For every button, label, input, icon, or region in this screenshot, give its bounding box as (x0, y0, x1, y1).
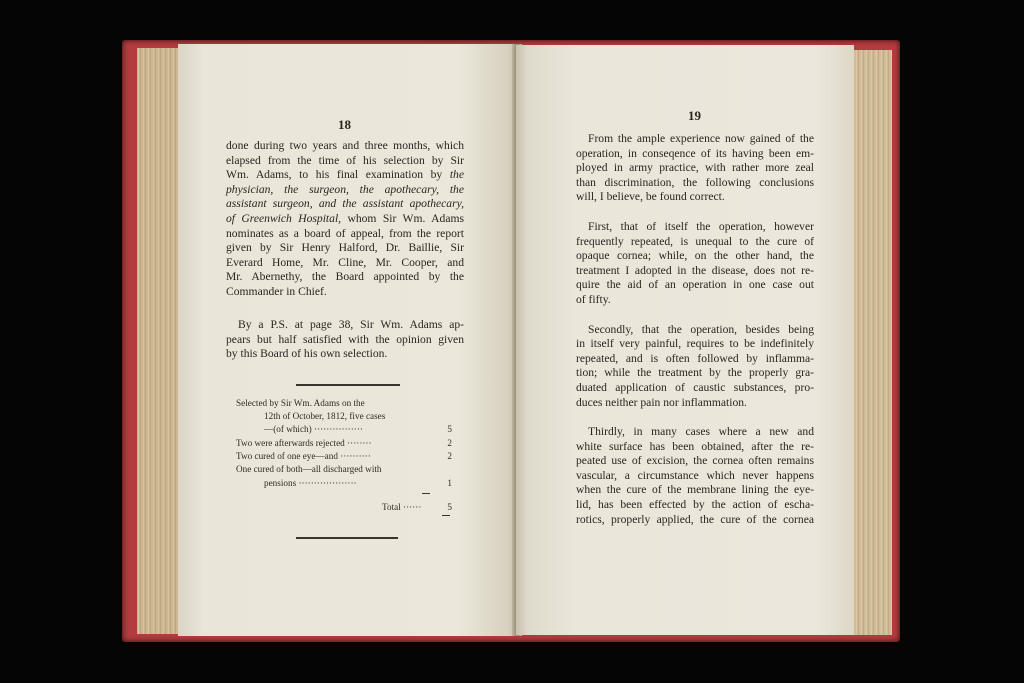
table-value: 2 (447, 451, 452, 461)
paragraph-3 (576, 323, 814, 411)
text-line: when the cure of the membrane lining the eye- (576, 483, 814, 497)
text-line: From the ample experience now gained of the (588, 132, 814, 145)
paragraph-1 (576, 132, 814, 205)
table-row: —(of which) ················ (264, 424, 363, 434)
text-line: peated use of excision, the cornea often remains (576, 454, 814, 468)
roman-run: nominates as a board of appeal, from the report (226, 226, 464, 240)
page-edges-right (850, 50, 892, 635)
text-line: by this Board of his own selection. (226, 347, 388, 361)
sum-line (442, 515, 450, 516)
italic-run: physician, the surgeon, the apothecary, the (226, 182, 464, 196)
roman-run: Everard Home, Mr. Cline, Mr. Cooper, and (226, 255, 464, 269)
text-line: duated application of caustic substances, pro- (576, 380, 814, 394)
text-line: duces neither pain nor inflammation. (576, 395, 747, 409)
table-row: Selected by Sir Wm. Adams on the (236, 398, 365, 408)
text-line: opaque cornea; while, on the other hand, the (576, 249, 814, 263)
text-line: tion; while the treatment by the properly gra- (576, 366, 814, 380)
text-line (226, 285, 464, 300)
text-line: rotics, properly applied, the cure of the cornea (576, 512, 814, 526)
divider-bottom (296, 537, 398, 539)
page-edges-left (137, 48, 181, 634)
italic-run: of Greenwich Hospital, (226, 211, 342, 225)
text-line (226, 154, 464, 169)
text-line: quire the aid of an operation in one case out (576, 278, 814, 292)
right-page (516, 45, 854, 635)
left-paragraph-2 (226, 318, 464, 362)
text-line: Thirdly, in many cases where a new and (588, 425, 814, 439)
roman-run: elapsed from the time of his selection by Sir (226, 153, 464, 167)
italic-run: the (449, 168, 464, 182)
left-page (178, 44, 516, 636)
table-row: Total ······ (382, 502, 422, 512)
text-line: of fifty. (576, 292, 611, 306)
roman-run: given by Sir Henry Halford, Dr. Baillie, Sir (226, 241, 464, 255)
text-line: ployed in army practice, with rather more zeal (576, 161, 814, 175)
table-value: 1 (447, 478, 452, 488)
text-line (226, 197, 464, 212)
text-line: pears but half satisfied with the opinion given (226, 332, 464, 346)
page-number-right: 19 (688, 108, 701, 123)
left-paragraph-1 (226, 139, 464, 300)
text-line (226, 241, 464, 256)
text-line: will, I believe, be found correct. (576, 190, 725, 204)
text-line (226, 227, 464, 242)
table-row: pensions ··················· (264, 478, 357, 488)
text-line (226, 270, 464, 285)
roman-run: Commander in Chief. (226, 284, 327, 298)
italic-run: assistant surgeon, and the assistant apothecary, (226, 197, 464, 211)
right-text-block (576, 132, 814, 527)
table-row: Two cured of one eye—and ·········· (236, 451, 371, 461)
text-line (226, 168, 464, 183)
table-row: 12th of October, 1812, five cases (264, 411, 386, 421)
text-line (226, 183, 464, 198)
text-line: in itself very painful, requires to be indefinitely (576, 337, 814, 351)
text-line: vascular, a circumstance which never happens (576, 468, 814, 482)
table-value: 5 (447, 502, 452, 512)
roman-run: Mr. Abernethy, the Board appointed by the (226, 270, 464, 284)
text-line: lid, has been effected by the action of escha- (576, 498, 814, 512)
text-line: than discrimination, the following conclusions (576, 175, 814, 189)
text-line (226, 139, 464, 154)
text-line: frequently repeated, is unequal to the cure of (576, 234, 814, 248)
table-row: Two were afterwards rejected ········ (236, 438, 372, 448)
roman-run: Wm. Adams, to his final examination by (226, 168, 450, 182)
roman-run: whom Sir Wm. Adams (341, 211, 464, 225)
text-line: First, that of itself the operation, however (588, 219, 814, 233)
cases-table (236, 398, 466, 518)
text-line (226, 212, 464, 227)
text-line: white surface has been obtained, after the re- (576, 439, 814, 453)
divider-top (296, 384, 400, 386)
text-line: Secondly, that the operation, besides being (588, 322, 814, 336)
text-line: repeated, and is often followed by inflamma- (576, 351, 814, 365)
text-line: treatment I adopted in the disease, does not re- (576, 263, 814, 277)
table-value: 2 (447, 438, 452, 448)
table-value: 5 (447, 424, 452, 434)
paragraph-2 (576, 220, 814, 308)
sum-line (422, 493, 430, 494)
text-line: By a P.S. at page 38, Sir Wm. Adams ap- (238, 318, 464, 331)
table-row: One cured of both—all discharged with (236, 464, 382, 474)
roman-run: done during two years and three months, which (226, 139, 464, 152)
page-number-left: 18 (338, 117, 351, 132)
text-line (226, 256, 464, 271)
text-line: operation, in conseqence of its having been em- (576, 146, 814, 160)
paragraph-4 (576, 425, 814, 527)
